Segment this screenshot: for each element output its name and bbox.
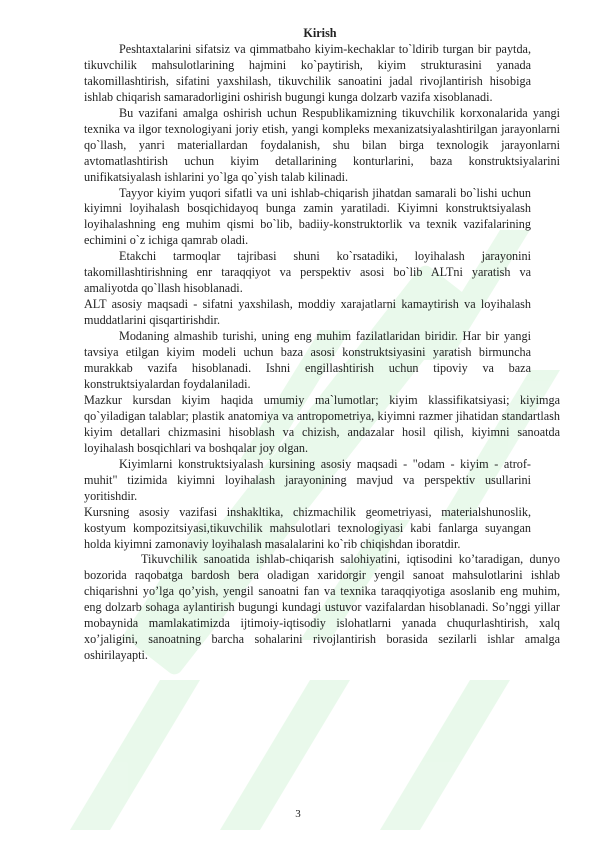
paragraph: Tayyor kiyim yuqori sifatli va uni ishlab-chiqarish jihatdan samarali bo`lishi uchun kiyimni loyihalash bosqichidayoq bunga zamin yaratiladi. Kiyimni konstruktsiyalash loyihalashning eng muhim qismi bo`lib, badiiy-konstruktorlik va texnik vazifalarining echimini o`z ichiga qamrab oladi. (84, 185, 531, 248)
paragraph: Modaning almashib turishi, uning eng muhim fazilatlaridan biridir. Har bir yangi tavsiya etilgan kiyim modeli uchun baza asosi konstruktsiyasini yaratish birmuncha murakkab vazifa hisoblanadi. Ishni engillashtirish uchun tipoviy va baza konstruktsiyalardan foydalaniladi. (84, 329, 531, 391)
paragraph: Bu vazifani amalga oshirish uchun Respublikamizning tikuvchilik korxonalarida yangi texnika va ilgor texnologiyani joriy etish, yangi kompleks mexanizatsiyalashtirilgan jarayonlarni qo`llash, yanгi materiallardan foydalanish, shu bilan birga texnologik jarayonlarni avtomatlashtirish uchun kiyim detallarining konturlarini, baza konstruktsiyalarini unifikatsiyalash ishlarini yo`lga qo`yish talab kilinadi. (84, 105, 560, 184)
paragraph: Mazkur kursdan kiyim haqida umumiy ma`lumotlar; kiyim klassifikatsiyasi; kiyimga qo`yiladigan talablar; plastik anatomiya va antropometriya, kiyimni razmer jihatidan standartlash kiyim detallari chizmasini hisoblash va chizish, andazalar hosil qilish, kiyimni sanoatda loyihalash bosqichlari va boshqalar joy olgan. (84, 392, 560, 455)
paragraph: Tikuvchilik sanoatida ishlab-chiqarish salohiyatini, iqtisodini ko’taradigan, dunyo bozorida raqobatga bardosh bera oladigan xaridorgir yengil sanoat mahsulotlarini ishlab chiqarishni yo’lga qo’yish, yengil sanoatni fan va texnika taraqqiyotiga asoslanib eng muhim, eng dolzarb sohaga aylantirish bugungi kundagi ustuvor vazifalardan hisoblanadi. So’nggi yillar mobaynida mamlakatimizda ijtimoiy-iqtisodiy islohatlarni yanada chuqurlashtirish, xalq xo’jaligini, sanoatning barcha sohalarini rivojlantirish borasida sezilarli ishlar amalga oshirilayapti. (84, 552, 560, 663)
paragraph: ALT asosiy maqsadi - sifatni yaxshilash, moddiy xarajatlarni kamaytirish va loyihalash muddatlarini qisqartirishdir. (84, 297, 531, 328)
paragraph: Etakchi tarmoqlar tajribasi shuni ko`rsatadiki, loyihalash jarayonini takomillashtirishning enr taraqqiyot va perspektiv asosi bo`lib ALTni yaratish va amaliyotda qo`llash hisoblanadi. (84, 249, 531, 296)
paragraph: Peshtaxtalarini sifatsiz va qimmatbaho kiyim-kechaklar to`ldirib turgan bir paytda, tikuvchilik mahsulotlarining hajmini ko`paytirish, kiyim strukturasini yanada takomillashtirish, sifatini yaxshilash, tikuvchilik sanoatini jadal rivojlantirish hisobiga ishlab chiqarish samaradorligini oshirish bugungi kunga dolzarb vazifa xisoblanadi. (84, 41, 531, 104)
paragraph: Kiyimlarni konstruktsiyalash kursining asosiy maqsadi - "odam - kiyim - atrof-muhit" tizimida kiyimni loyihalash jarayonining mavjud va perspektiv usullarini yoritishdir. (84, 456, 531, 503)
page-number: 3 (295, 808, 301, 820)
paragraph: Kursning asosiy vazifasi inshakltika, chizmachilik geometriyasi, materialshunoslik, kostyum kompozitsiyasi,tikuvchilik mahsulotlari texnologiyasi kabi fanlarga suyangan holda kiyimni zamonaviy loyihalash masalalarini ko`rib chiqishdan iboratdir. (84, 504, 531, 551)
document-body (84, 24, 560, 664)
section-title: Kirish (303, 26, 337, 40)
